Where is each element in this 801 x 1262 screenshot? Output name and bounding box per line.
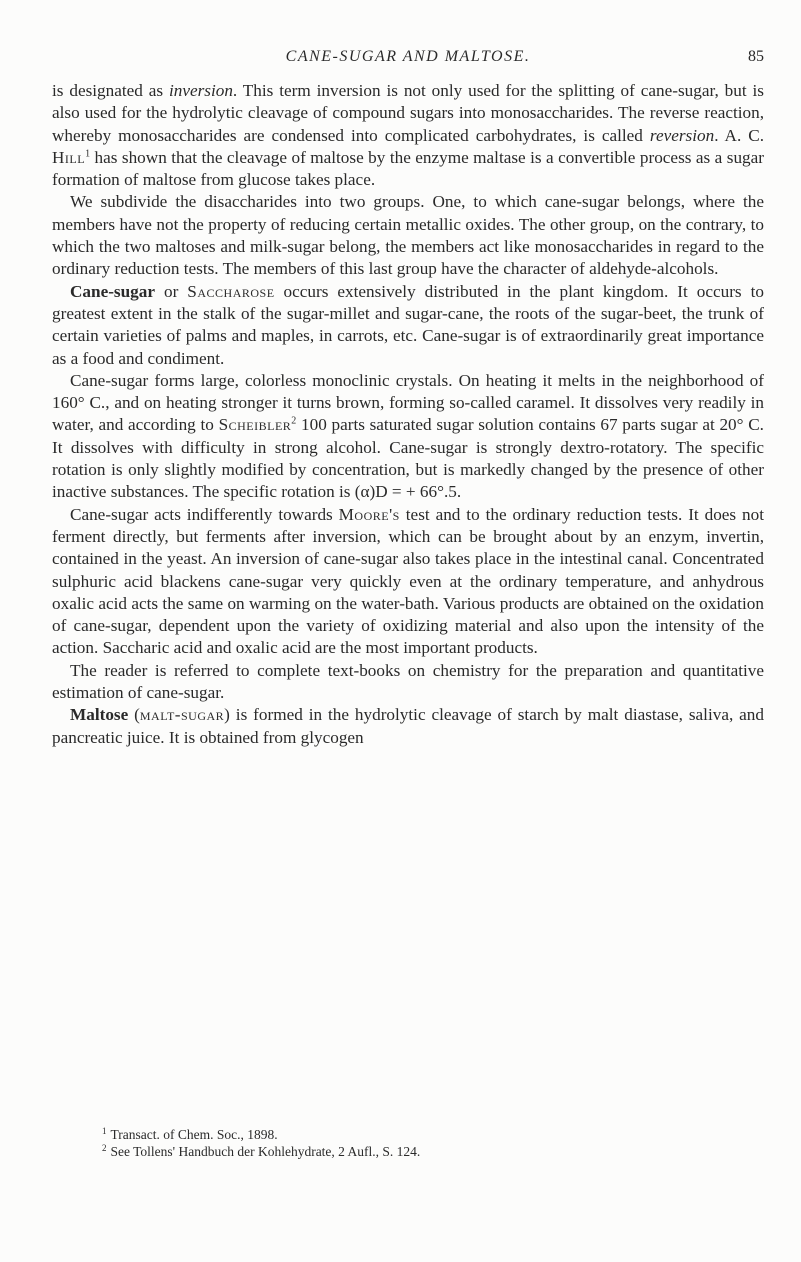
paragraph-cane-sugar-reactions	[52, 504, 764, 660]
footnote-text: Transact. of Chem. Soc., 1898.	[110, 1127, 278, 1142]
paragraph-cane-sugar-intro	[52, 281, 764, 370]
heading-maltose: Maltose	[70, 705, 129, 725]
text-run: . This term inversion is not only used for the splitting of cane-sugar, but is also used for the hydrolytic cleavage of compound sugars into monosaccharides. The reverse reaction, whereby monosaccharides are condensed into complicated carbohydrates, is called	[52, 81, 764, 145]
author-moore: Moore's	[338, 504, 400, 524]
paragraph-maltose	[52, 704, 764, 749]
footnote-1	[102, 1126, 742, 1143]
text-run: has shown that the cleavage of maltose by the enzyme maltase is a convertible process as a sugar formation of maltose from glucose takes place.	[52, 147, 764, 190]
text-run: Cane-sugar forms large, colorless monoclinic crystals. On heating it melts in the neighborhood of 160° C., and on heating stronger it turns brown, forming so-called caramel. It dissolves very readily in water, and according to	[52, 370, 764, 435]
page-number: 85	[748, 48, 764, 65]
text-run: test and to the ordinary reduction tests. It does not ferment directly, but ferments after inversion, which can be brought about by an enzym, invertin, contained in the yeast. An inversion of cane-sugar also takes place in the intestinal canal. Concentrated sulphuric acid blackens cane-sugar very quickly even at the ordinary temperature, and anhydrous oxalic acid acts the same on warming on the water-bath. Various products are obtained on the oxidation of cane-sugar, dependent upon the variety of oxidizing material and also upon the intensity of the action. Saccharic acid and oxalic acid are the most important products.	[52, 504, 764, 658]
term-malt-sugar: malt-sugar	[139, 705, 225, 725]
author-hill: Hill	[52, 147, 86, 167]
footnotes	[102, 1126, 742, 1160]
footnote-mark: 1	[102, 1125, 107, 1136]
page-header	[52, 48, 764, 72]
footnote-ref-2: 2	[291, 415, 297, 427]
text-run: ) is formed in the hydrolytic cleavage of starch by malt diastase, saliva, and pancreatic juice. It is obtained from glycogen	[52, 705, 764, 747]
term-saccharose: Saccharose	[187, 281, 275, 301]
text-run: 100 parts saturated sugar solution contains 67 parts sugar at 20° C. It dissolves with difficulty in strong alcohol. Cane-sugar is strongly dextro-rotatory. The specific rotation is only slightly modified by concentration, but is markedly changed by the presence of other inactive substances. The specific rotation is (α)D = + 66°.5.	[52, 415, 764, 502]
term-reversion: reversion	[649, 125, 715, 145]
text-run: (	[128, 705, 140, 725]
term-inversion: inversion	[168, 81, 233, 100]
author-scheibler: Scheibler	[218, 415, 292, 435]
footnote-mark: 2	[102, 1142, 107, 1153]
footnote-ref-1: 1	[85, 148, 91, 160]
body-text	[52, 80, 764, 749]
paragraph-disaccharide-groups: We subdivide the disaccharides into two groups. One, to which cane-sugar belongs, where the members have not the property of reducing certain metallic oxides. The other group, on the contrary, to which the two maltoses and milk-sugar belong, the members act like monosaccharides in regard to the ordinary reduction tests. The members of this last group have the character of aldehyde-alcohols.	[52, 192, 764, 279]
text-run: is designated as	[52, 81, 169, 100]
running-title: CANE-SUGAR AND MALTOSE.	[285, 48, 531, 65]
text-run: or	[154, 281, 188, 301]
footnote-text: See Tollens' Handbuch der Kohlehydrate, 2 Aufl., S. 124.	[110, 1144, 421, 1159]
paragraph-cane-sugar-properties	[52, 370, 764, 504]
text-run: occurs extensively distributed in the plant kingdom. It occurs to greatest extent in the stalk of the sugar-millet and sugar-cane, the roots of the sugar-beet, the trunk of certain varieties of palms and maples, in carrots, etc. Cane-sugar is of extraordinarily great importance as a food and condiment.	[52, 281, 764, 368]
footnote-2	[102, 1143, 742, 1160]
text-run: . A. C.	[714, 125, 764, 145]
text-run: Cane-sugar acts indifferently towards	[70, 504, 339, 524]
heading-cane-sugar: Cane-sugar	[70, 281, 155, 301]
paragraph-inversion	[52, 80, 764, 191]
paragraph-reference: The reader is referred to complete text-books on chemistry for the preparation and quantitative estimation of cane-sugar.	[52, 660, 764, 703]
